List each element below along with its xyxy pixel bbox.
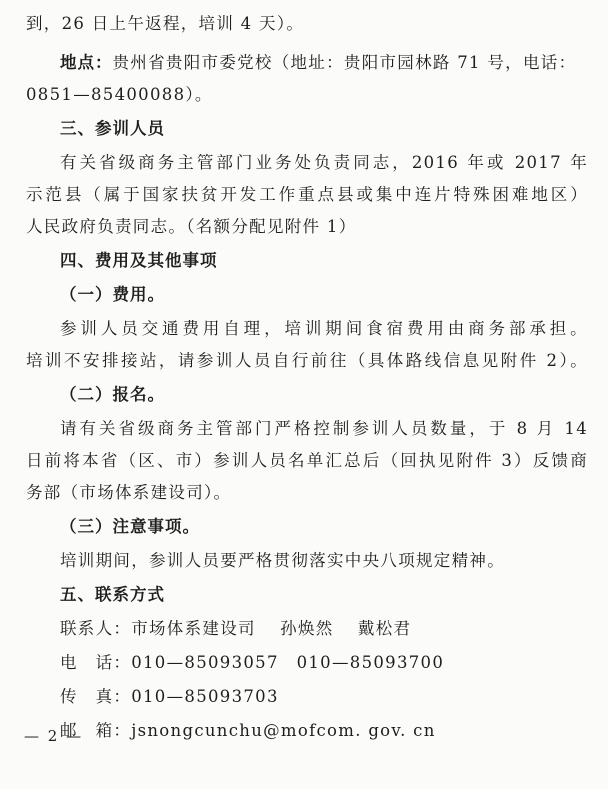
contact-email: 邮 箱：jsnongcunchu@mofcom. gov. cn [60,721,436,740]
location-line [60,52,588,74]
location-value: 贵州省贵阳市委党校（地址：贵阳市园林路 71 号，电话： [112,53,577,72]
text-line-17: 培训期间，参训人员要严格贯彻落实中央八项规定精神。 [60,551,505,570]
text-line-7: 人民政府负责同志。（名额分配见附件 1） [26,217,357,236]
location-label: 地点： [60,53,113,72]
contact-person: 联系人：市场体系建设司 孙焕然 戴松君 [60,619,412,638]
section-heading-5: 五、联系方式 [60,585,165,604]
text-line-13: 请有关省级商务主管部门严格控制参训人员数量，于 8 月 14 [60,419,588,438]
subheading-fees: （一）费用。 [60,285,165,304]
text-line-5: 有关省级商务主管部门业务处负责同志，2016 年或 2017 年 [60,153,588,172]
text-line-3: 0851—85400088）。 [26,85,213,104]
text-line-11: 培训不安排接站，请参训人员自行前往（具体路线信息见附件 2）。 [26,351,588,370]
section-heading-4: 四、费用及其他事项 [60,251,218,270]
text-line-6: 示范县（属于国家扶贫开发工作重点县或集中连片特殊困难地区） [26,185,588,204]
subheading-notes: （三）注意事项。 [60,517,200,536]
text-line-15: 务部（市场体系建设司）。 [26,483,232,502]
text-line-10: 参训人员交通费用自理，培训期间食宿费用由商务部承担。 [60,319,588,338]
contact-fax: 传 真：010—85093703 [60,687,279,706]
section-heading-3: 三、参训人员 [60,119,165,138]
text-line-1: 到，26 日上午返程，培训 4 天）。 [26,14,305,33]
subheading-registration: （二）报名。 [60,385,165,404]
contact-phone: 电 话：010—85093057 010—85093700 [60,653,445,672]
page-number: — 2 — [24,727,84,745]
text-line-14: 日前将本省（区、市）参训人员名单汇总后（回执见附件 3）反馈商 [26,451,588,470]
